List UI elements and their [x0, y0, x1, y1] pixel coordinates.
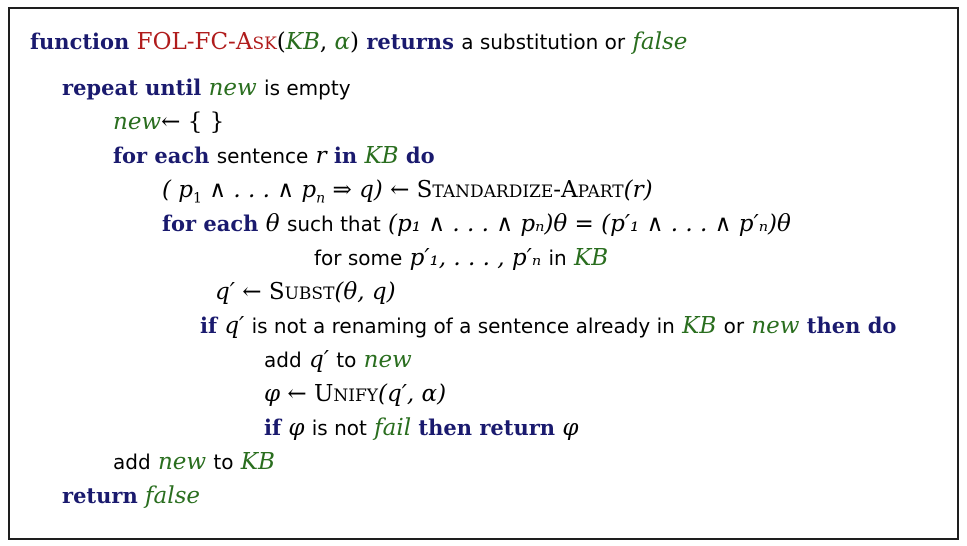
keyword-function: function [30, 29, 130, 54]
add-new-to-kb-line: add new to KB [113, 449, 275, 475]
subst-line: q′ ← SUBST(θ, q) [215, 279, 396, 305]
if-renaming-line: if q′ is not a renaming of a sentence already in KB or new then do [200, 313, 897, 339]
function-name: FOL-FC-ASK [136, 29, 277, 55]
standardize-apart-line: ( $p_1$ ∧ . . . ∧ $p_n$ ⇒ q) ← STANDARDIZE-APART(r) [162, 177, 653, 207]
unify-fn: UNIFY [314, 381, 378, 407]
unify-line: φ ← UNIFY(q′, α) [264, 381, 447, 407]
algorithm-box [8, 7, 959, 540]
subst-fn: SUBST [268, 279, 335, 305]
standardize-apart-fn: STANDARDIZE-APART [416, 177, 624, 203]
for-some-line: for some p′₁, . . . , p′ₙ in KB [314, 245, 609, 271]
repeat-line: repeat until new is empty [62, 75, 351, 101]
for-each-theta-line: for each θ such that (p₁ ∧ . . . ∧ pₙ)θ = (p′₁ ∧ . . . ∧ p′ₙ)θ [162, 211, 791, 237]
param-kb: KB [285, 29, 320, 55]
return-false-line: return false [62, 483, 201, 509]
value-false: false [632, 29, 688, 55]
init-new-line: new← { } [113, 109, 225, 135]
for-each-sentence-line: for each sentence r in KB do [113, 143, 435, 169]
param-alpha: α [334, 29, 351, 55]
keyword-returns: returns [366, 29, 454, 54]
function-header: function FOL-FC-ASK(KB, α) returns a substitution or false [30, 29, 688, 55]
add-q-line: add q′ to new [264, 347, 412, 373]
if-fail-line: if φ is not fail then return φ [264, 415, 579, 441]
